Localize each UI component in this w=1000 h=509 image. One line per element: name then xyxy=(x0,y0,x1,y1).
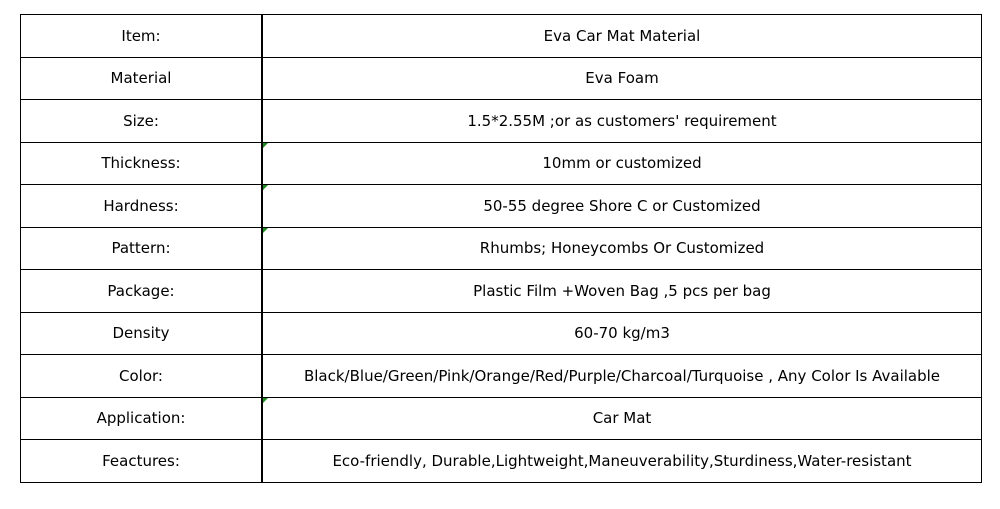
row-value-text: 50-55 degree Shore C or Customized xyxy=(483,196,761,215)
row-value-text: Rhumbs; Honeycombs Or Customized xyxy=(479,239,765,258)
row-value-text: 10mm or customized xyxy=(542,154,702,173)
row-value: Eva Car Mat Material xyxy=(262,15,982,58)
table-row xyxy=(21,15,982,58)
row-label: Application: xyxy=(21,397,263,440)
row-value: Eva Foam xyxy=(262,57,982,100)
row-label: Material xyxy=(21,57,263,100)
comment-marker-icon xyxy=(263,228,268,233)
row-label: Item: xyxy=(21,15,263,58)
table-row xyxy=(21,312,982,355)
spec-table-body xyxy=(21,15,982,483)
spec-table xyxy=(20,14,982,483)
table-row xyxy=(21,57,982,100)
row-value-text: Car Mat xyxy=(592,409,652,428)
table-row xyxy=(21,100,982,143)
row-label: Feactures: xyxy=(21,440,263,483)
row-label: Size: xyxy=(21,100,263,143)
row-value xyxy=(262,185,982,228)
table-row xyxy=(21,270,982,313)
table-row xyxy=(21,397,982,440)
row-value: Plastic Film +Woven Bag ,5 pcs per bag xyxy=(262,270,982,313)
row-value: Black/Blue/Green/Pink/Orange/Red/Purple/Charcoal/Turquoise , Any Color Is Available xyxy=(262,355,982,398)
table-row xyxy=(21,142,982,185)
row-value: Eco-friendly, Durable,Lightweight,Maneuverability,Sturdiness,Water-resistant xyxy=(262,440,982,483)
row-value: 1.5*2.55M ;or as customers' requirement xyxy=(262,100,982,143)
comment-marker-icon xyxy=(263,398,268,403)
comment-marker-icon xyxy=(263,143,268,148)
row-label: Hardness: xyxy=(21,185,263,228)
row-value xyxy=(262,227,982,270)
row-label: Thickness: xyxy=(21,142,263,185)
table-row xyxy=(21,227,982,270)
row-value xyxy=(262,142,982,185)
comment-marker-icon xyxy=(263,185,268,190)
row-label: Color: xyxy=(21,355,263,398)
table-row xyxy=(21,185,982,228)
row-value xyxy=(262,397,982,440)
row-value: 60-70 kg/m3 xyxy=(262,312,982,355)
row-label: Density xyxy=(21,312,263,355)
table-row xyxy=(21,355,982,398)
row-label: Package: xyxy=(21,270,263,313)
row-label: Pattern: xyxy=(21,227,263,270)
table-row xyxy=(21,440,982,483)
